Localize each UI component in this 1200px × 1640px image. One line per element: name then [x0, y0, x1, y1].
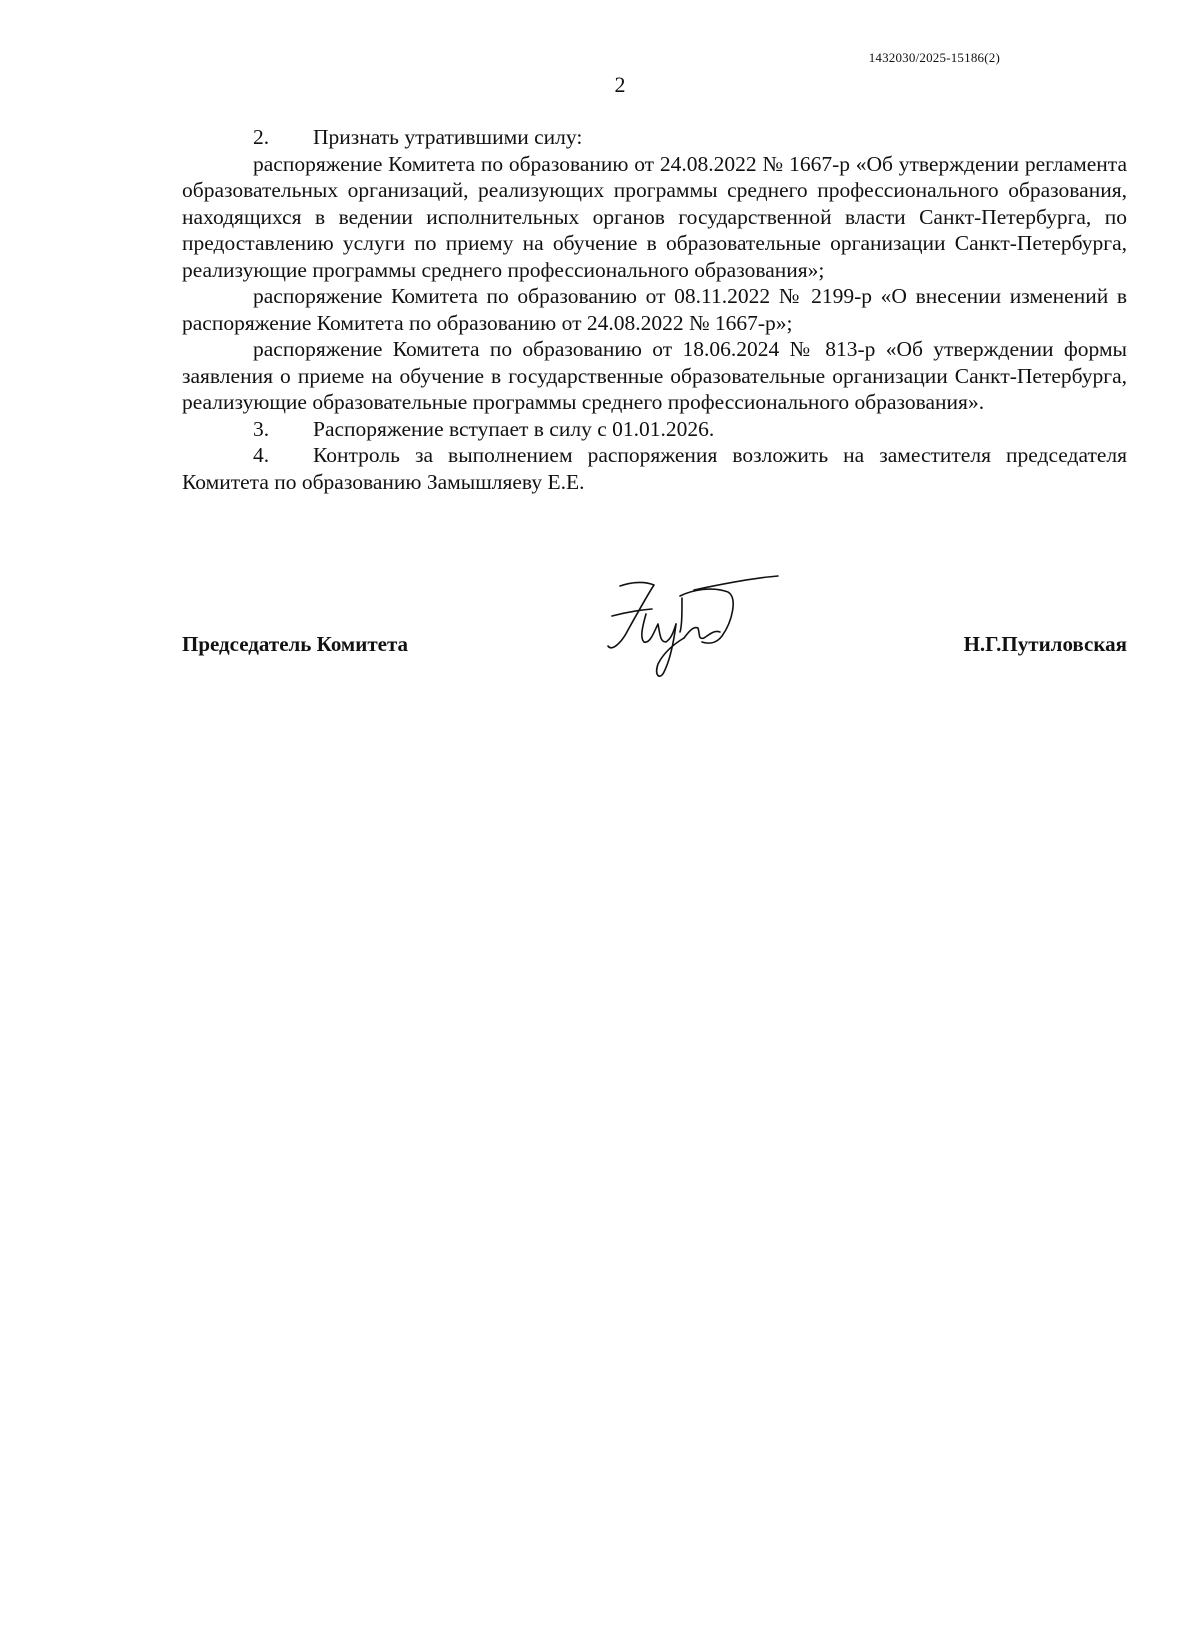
document-body — [182, 124, 1127, 495]
signature-block — [182, 572, 1127, 702]
clause-text: Распоряжение вступает в силу с 01.01.2026. — [313, 416, 715, 441]
repealed-act-1: распоряжение Комитета по образованию от 24.08.2022 № 1667-р «Об утверждении регламента образовательных организаций, реализующих программы среднего профессионального образования, находящихся в ведении исполнительных органов государственной власти Санкт-Петербурга, по предоставлению услуги по приему на обучение в образовательные организации Санкт-Петербурга, реализующие программы среднего профессионального образования»; — [182, 151, 1127, 282]
clause-text: Контроль за выполнением распоряжения возложить на заместителя председателя Комитета по образованию Замышляеву Е.Е. — [182, 443, 1127, 494]
repealed-act-3: распоряжение Комитета по образованию от 18.06.2024 № 813-р «Об утверждении формы заявления о приеме на обучение в государственные образовательные организации Санкт-Петербурга, реализующие образовательные программы среднего профессионального образования». — [182, 337, 1127, 414]
clause-number: 3. — [253, 416, 270, 441]
signatory-name: Н.Г.Путиловская — [963, 632, 1127, 656]
document-registration-number: 1432030/2025-15186(2) — [868, 50, 1000, 65]
clause-3 — [182, 416, 1127, 443]
page-number: 2 — [614, 72, 626, 97]
handwritten-signature — [582, 572, 782, 702]
signatory-position: Председатель Комитета — [182, 632, 409, 656]
repealed-act-2: распоряжение Комитета по образованию от 08.11.2022 № 2199-р «О внесении изменений в распоряжение Комитета по образованию от 24.08.2022 № 1667-р»; — [182, 284, 1127, 335]
clause-2 — [182, 124, 1127, 151]
clause-number: 2. — [253, 125, 270, 149]
clause-number: 4. — [253, 443, 270, 467]
clause-4 — [182, 442, 1127, 495]
clause-text: Признать утратившими силу: — [313, 125, 583, 149]
